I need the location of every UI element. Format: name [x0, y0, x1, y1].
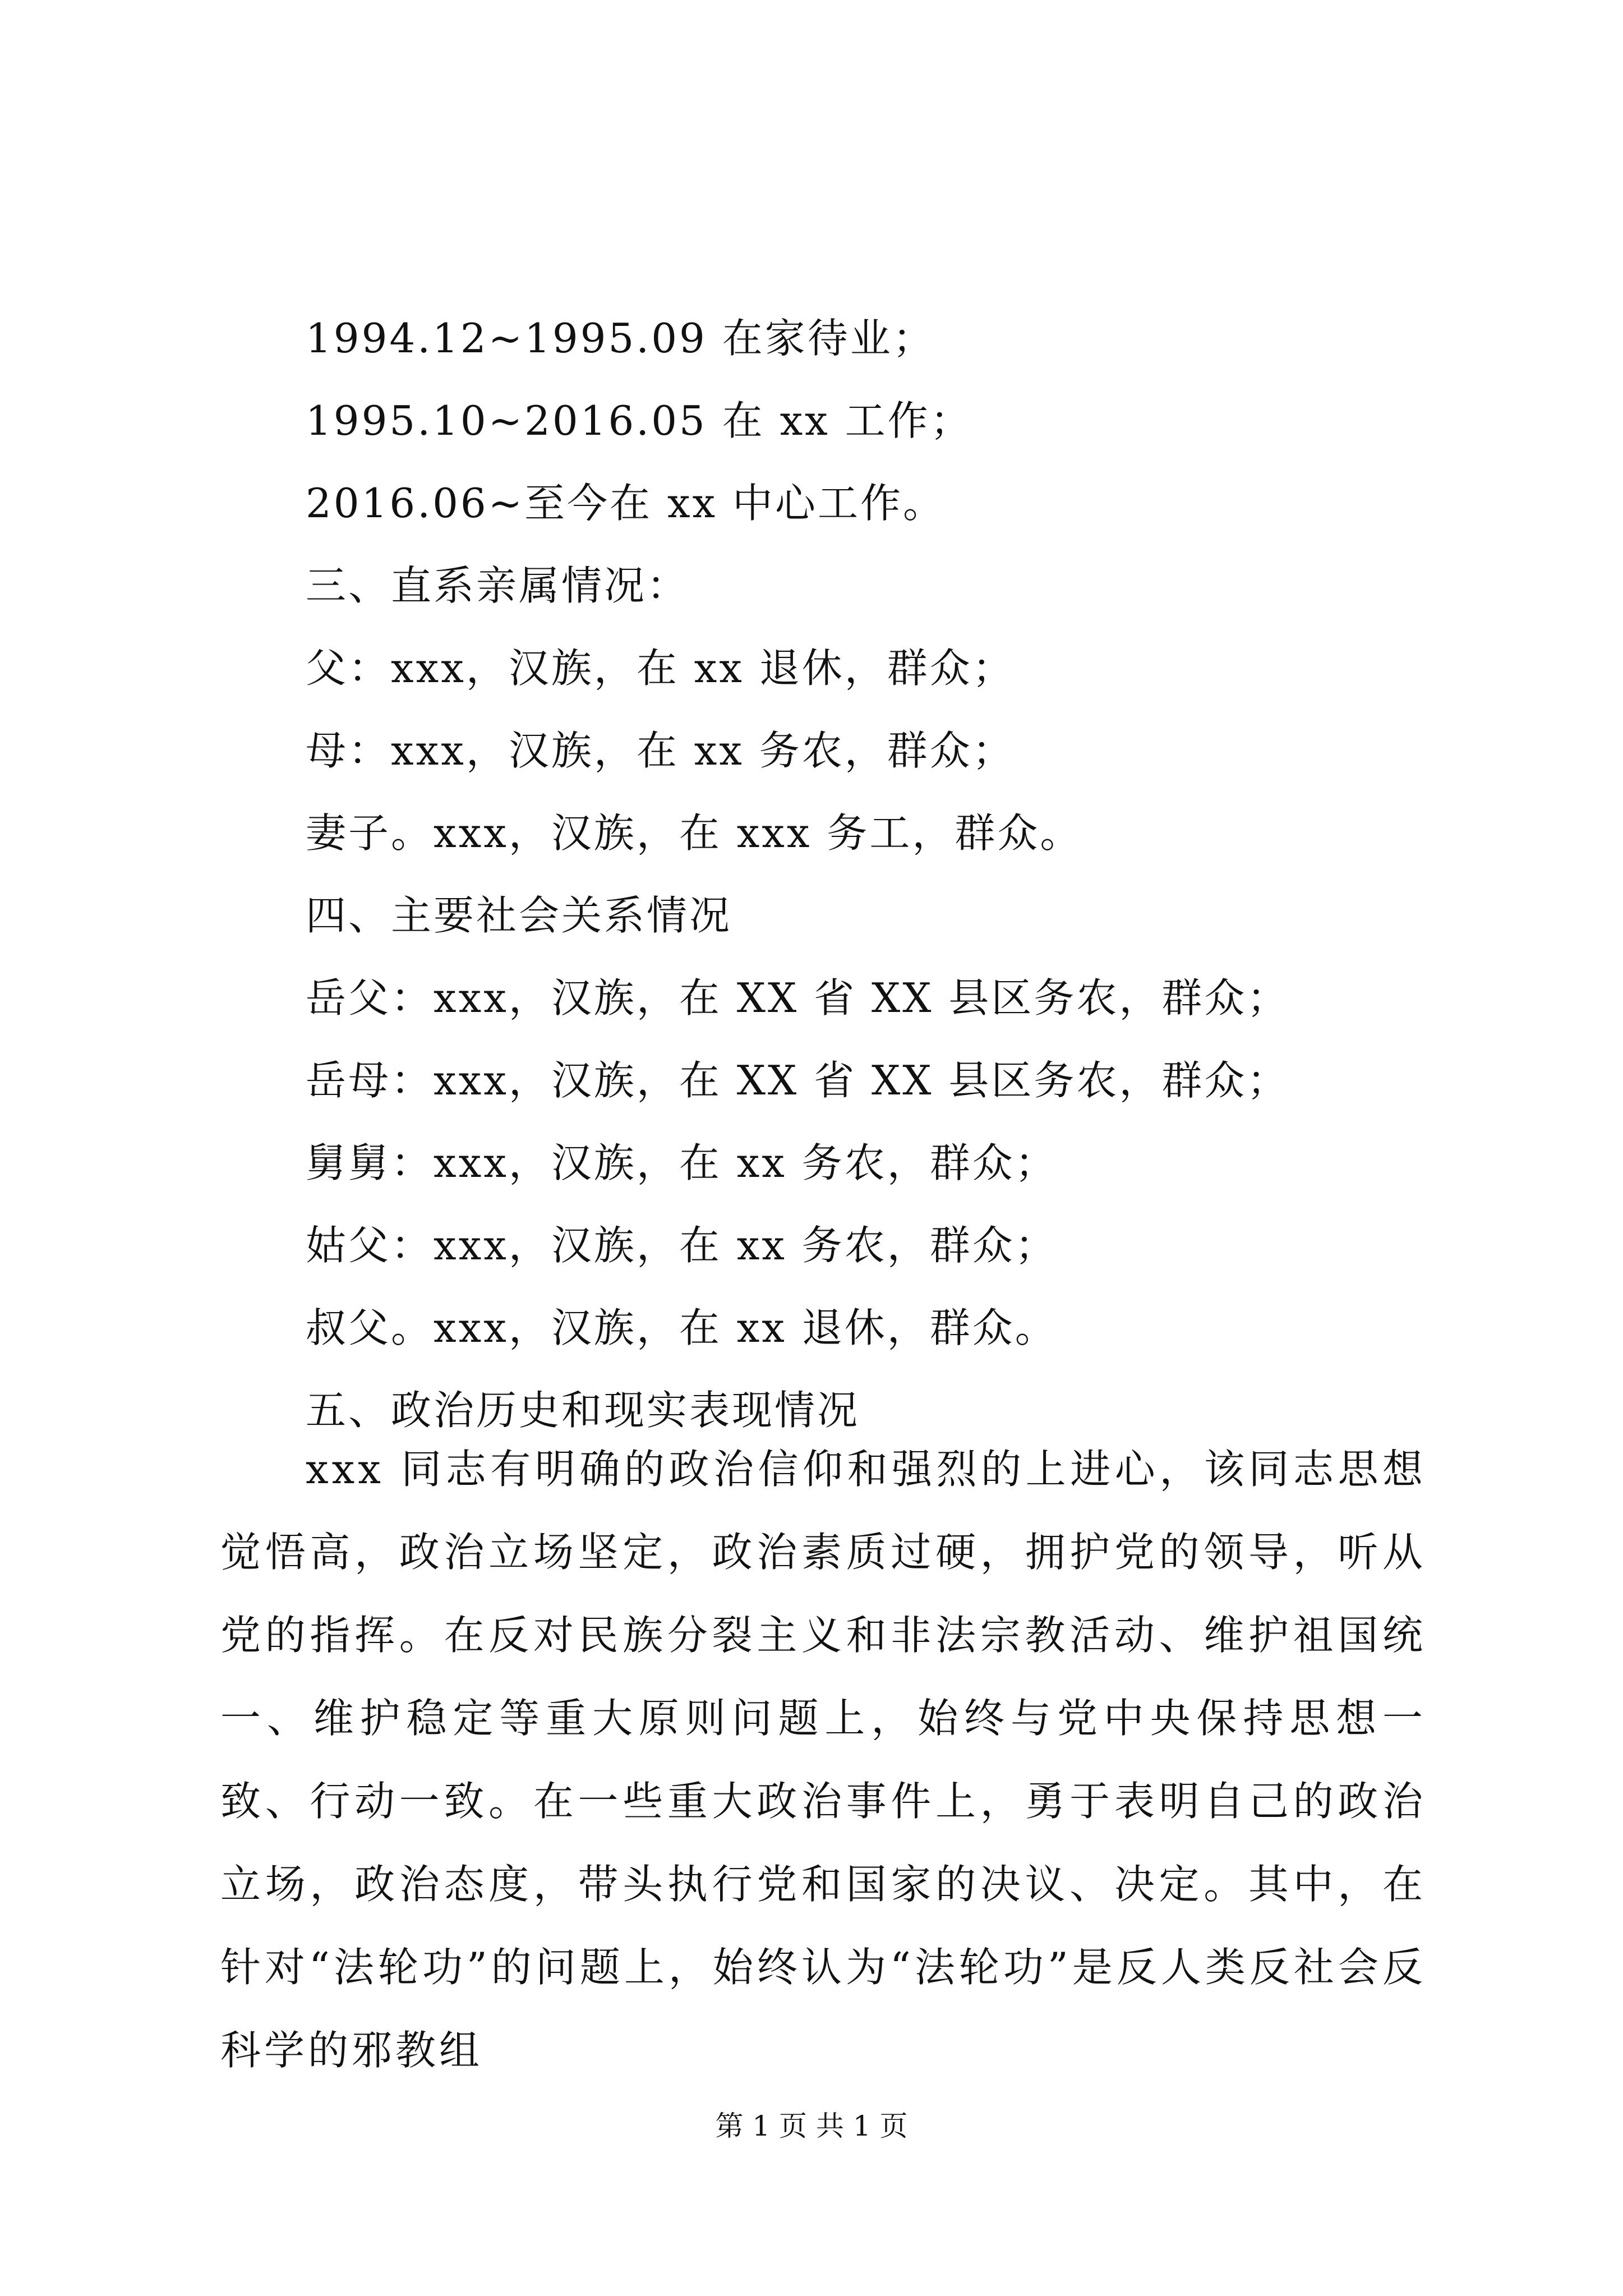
- relation-aunt-husband: 姑父：xxx，汉族，在 xx 务农，群众；: [306, 1222, 1058, 1269]
- page-footer: 第 1 页 共 1 页: [715, 2110, 908, 2142]
- section-heading-5: 五、政治历史和现实表现情况: [306, 1387, 860, 1434]
- career-line-3: 2016.06~至今在 xx 中心工作。: [306, 480, 946, 527]
- relation-father-in-law: 岳父：xxx，汉族，在 XX 省 XX 县区务农，群众；: [306, 974, 1290, 1022]
- career-line-2: 1995.10~2016.05 在 xx 工作；: [306, 397, 973, 444]
- career-line-1: 1994.12~1995.09 在家待业；: [306, 315, 935, 362]
- relative-mother: 母：xxx，汉族，在 xx 务农，群众；: [306, 727, 1015, 774]
- political-performance-paragraph: xxx 同志有明确的政治信仰和强烈的上进心，该同志思想觉悟高，政治立场坚定，政治素质过硬，拥护党的领导，听从党的指挥。在反对民族分裂主义和非法宗教活动、维护祖国统一、维护稳定等重大原则问题上，始终与党中央保持思想一致、行动一致。在一些重大政治事件上，勇于表明自己的政治立场，政治态度，带头执行党和国家的决议、决定。其中，在针对“法轮功”的问题上，始终认为“法轮功”是反人类反社会反科学的邪教组: [220, 1446, 1426, 2074]
- relation-uncle-maternal: 舅舅：xxx，汉族，在 xx 务农，群众；: [306, 1139, 1058, 1186]
- relation-uncle-paternal: 叔父。xxx，汉族，在 xx 退休，群众。: [306, 1304, 1058, 1351]
- section-heading-4: 四、主要社会关系情况: [306, 892, 732, 939]
- relative-father: 父：xxx，汉族，在 xx 退休，群众；: [306, 645, 1015, 692]
- relative-wife: 妻子。xxx，汉族，在 xxx 务工，群众。: [306, 809, 1083, 857]
- relation-mother-in-law: 岳母：xxx，汉族，在 XX 省 XX 县区务农，群众；: [306, 1057, 1290, 1104]
- section-heading-3: 三、直系亲属情况：: [306, 562, 690, 609]
